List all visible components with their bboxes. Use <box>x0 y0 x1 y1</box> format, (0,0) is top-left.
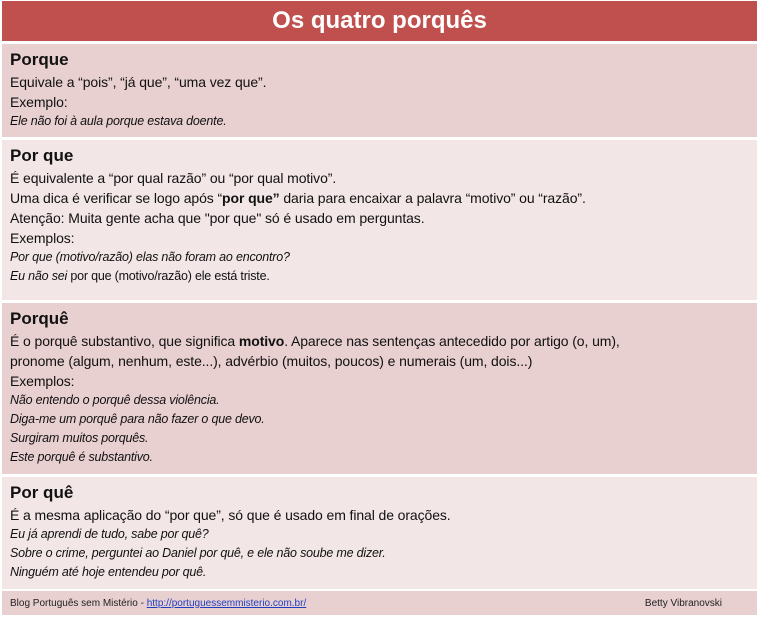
example-sentence: Ninguém até hoje entendeu por quê. <box>10 565 207 579</box>
example-sentence <box>10 267 749 286</box>
example-label: Exemplos: <box>10 230 75 246</box>
definition-text <box>10 331 749 351</box>
def-post: . Aparece nas sentenças antecedido por artigo (o, um), <box>284 333 620 349</box>
section-heading: Por quê <box>10 483 74 502</box>
example-sentence: Surgiram muitos porquês. <box>10 431 149 445</box>
example-label: Exemplos: <box>10 373 75 389</box>
section-por-que-acento <box>2 477 757 591</box>
tip-pre: Uma dica é verificar se logo após “ <box>10 190 223 206</box>
page-title: Os quatro porquês <box>2 1 757 44</box>
example-sentence: Por que (motivo/razão) elas não foram ao encontro? <box>10 250 290 264</box>
example-sentence: Não entendo o porquê dessa violência. <box>10 393 220 407</box>
example-italic: Eu não sei <box>10 269 68 283</box>
definition-text: Equivale a “pois”, “já que”, “uma vez que”. <box>10 74 267 90</box>
tip-post: daria para encaixar a palavra “motivo” ou “razão”. <box>279 190 586 206</box>
example-rest: por que (motivo/razão) ele está triste. <box>67 269 270 283</box>
def-bold: motivo <box>238 333 285 349</box>
tip-text <box>10 188 749 208</box>
blog-link[interactable]: http://portuguessemmisterio.com.br/ <box>146 597 307 609</box>
def-pre: É o porquê substantivo, que significa <box>10 333 239 349</box>
author-name: Betty Vibranovski <box>644 597 722 609</box>
definition-text: É equivalente a “por qual razão” ou “por qual motivo”. <box>10 170 337 186</box>
footer <box>2 591 757 615</box>
definition-text-cont: pronome (algum, nenhum, este...), advérbio (muitos, poucos) e numerais (um, dois...) <box>10 353 533 369</box>
section-heading: Porquê <box>10 309 69 328</box>
footer-credit <box>10 598 306 609</box>
example-sentence: Diga-me um porquê para não fazer o que devo. <box>10 412 265 426</box>
section-por-que <box>2 140 757 303</box>
example-label: Exemplo: <box>10 94 68 110</box>
example-sentence: Eu já aprendi de tudo, sabe por quê? <box>10 527 209 541</box>
section-porque-acento <box>2 303 757 477</box>
section-porque <box>2 44 757 140</box>
example-sentence: Sobre o crime, perguntei ao Daniel por quê, e ele não soube me dizer. <box>10 546 386 560</box>
infographic <box>2 1 757 615</box>
attention-text: Atenção: Muita gente acha que "por que" só é usado em perguntas. <box>10 210 425 226</box>
blog-label: Blog Português sem Mistério - <box>10 597 147 609</box>
section-heading: Porque <box>10 50 69 69</box>
section-heading: Por que <box>10 146 74 165</box>
definition-text: É a mesma aplicação do “por que”, só que é usado em final de orações. <box>10 507 451 523</box>
tip-bold: por que” <box>222 190 280 206</box>
example-sentence: Ele não foi à aula porque estava doente. <box>10 114 227 128</box>
example-sentence: Este porquê é substantivo. <box>10 450 153 464</box>
